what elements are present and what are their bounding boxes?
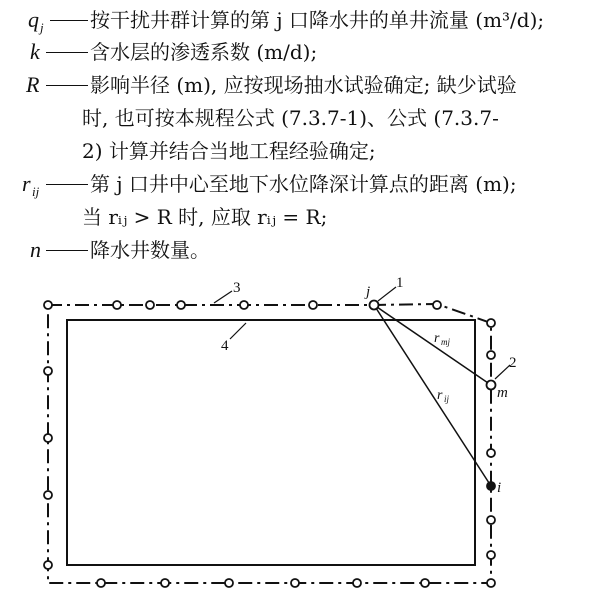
- well-marker: [146, 301, 154, 309]
- definition-text: 按干扰井群计算的第 j 口降水井的单井流量 (m³/d);: [90, 8, 545, 32]
- definition-text: 降水井数量。: [90, 238, 210, 262]
- definition-row-R-cont2: [0, 133, 615, 169]
- well-marker: [421, 579, 429, 587]
- well-marker: [177, 301, 185, 309]
- point-m-label: m: [497, 385, 508, 401]
- well-marker: [44, 367, 52, 375]
- definition-text: 2) 计算并结合当地工程经验确定;: [82, 139, 376, 163]
- well-marker: [44, 561, 52, 569]
- callout-4-label: 4: [221, 338, 229, 354]
- well-marker: [433, 301, 441, 309]
- outer-well-line: [48, 304, 491, 583]
- definition-row-qj: [0, 2, 615, 38]
- definition-text: 当 rᵢⱼ > R 时, 应取 rᵢⱼ = R;: [82, 205, 328, 229]
- symbol-definitions: [0, 0, 615, 265]
- well-marker: [44, 434, 52, 442]
- symbol-R: R: [26, 72, 40, 97]
- well-m: [487, 381, 496, 390]
- symbol-q: q: [28, 7, 39, 32]
- pit-outline: [67, 320, 475, 565]
- well-marker: [97, 579, 105, 587]
- callout-1-label: 1: [396, 275, 404, 291]
- definition-text: 第 j 口井中心至地下水位降深计算点的距离 (m);: [90, 172, 517, 196]
- definition-row-rij: [0, 166, 615, 202]
- line-r-mj: [374, 305, 491, 385]
- point-j-label: j: [366, 284, 371, 300]
- well-marker: [44, 491, 52, 499]
- leader-1: [378, 287, 396, 301]
- well-marker: [309, 301, 317, 309]
- wells: [44, 301, 496, 588]
- definition-text: 影响半径 (m), 应按现场抽水试验确定; 缺少试验: [90, 73, 517, 97]
- well-marker: [487, 551, 495, 559]
- subscript-j: j: [40, 20, 44, 35]
- definition-text: 含水层的渗透系数 (m/d);: [90, 40, 318, 64]
- r-mj-label: r: [434, 331, 440, 346]
- point-i-label: i: [497, 480, 502, 496]
- r-mj-subscript: mj: [441, 337, 450, 347]
- subscript-ij: ij: [32, 184, 40, 199]
- symbol-n: n: [30, 237, 41, 262]
- definition-row-R-cont: [0, 100, 615, 136]
- well-marker: [113, 301, 121, 309]
- leader-4: [230, 323, 246, 339]
- point-i: [487, 482, 495, 490]
- line-r-ij: [374, 305, 491, 486]
- well-marker: [487, 319, 495, 327]
- dash: [46, 184, 88, 185]
- well-marker: [353, 579, 361, 587]
- dash: [46, 52, 88, 53]
- well-marker: [487, 579, 495, 587]
- well-marker: [487, 516, 495, 524]
- leader-3: [214, 291, 232, 303]
- r-ij-label: r: [437, 388, 443, 403]
- well-marker: [487, 351, 495, 359]
- symbol-r: r: [22, 171, 31, 196]
- definition-row-k: [0, 34, 615, 70]
- definition-row-rij-cont: [0, 199, 615, 235]
- dash: [46, 250, 88, 251]
- well-marker: [240, 301, 248, 309]
- well-marker: [487, 449, 495, 457]
- definition-row-R: [0, 67, 615, 103]
- dash: [50, 20, 88, 21]
- well-j: [370, 301, 379, 310]
- symbol-k: k: [30, 39, 40, 64]
- leader-2: [495, 365, 510, 379]
- callout-2-label: 2: [509, 355, 517, 371]
- definition-row-n: [0, 232, 615, 268]
- dash: [46, 85, 88, 86]
- callout-3-label: 3: [233, 280, 241, 296]
- well-marker: [44, 301, 52, 309]
- well-layout-diagram: [0, 275, 615, 605]
- well-marker: [225, 579, 233, 587]
- definition-text: 时, 也可按本规程公式 (7.3.7-1)、公式 (7.3.7-: [82, 106, 499, 130]
- well-marker: [161, 579, 169, 587]
- r-ij-subscript: ij: [444, 394, 450, 404]
- well-marker: [291, 579, 299, 587]
